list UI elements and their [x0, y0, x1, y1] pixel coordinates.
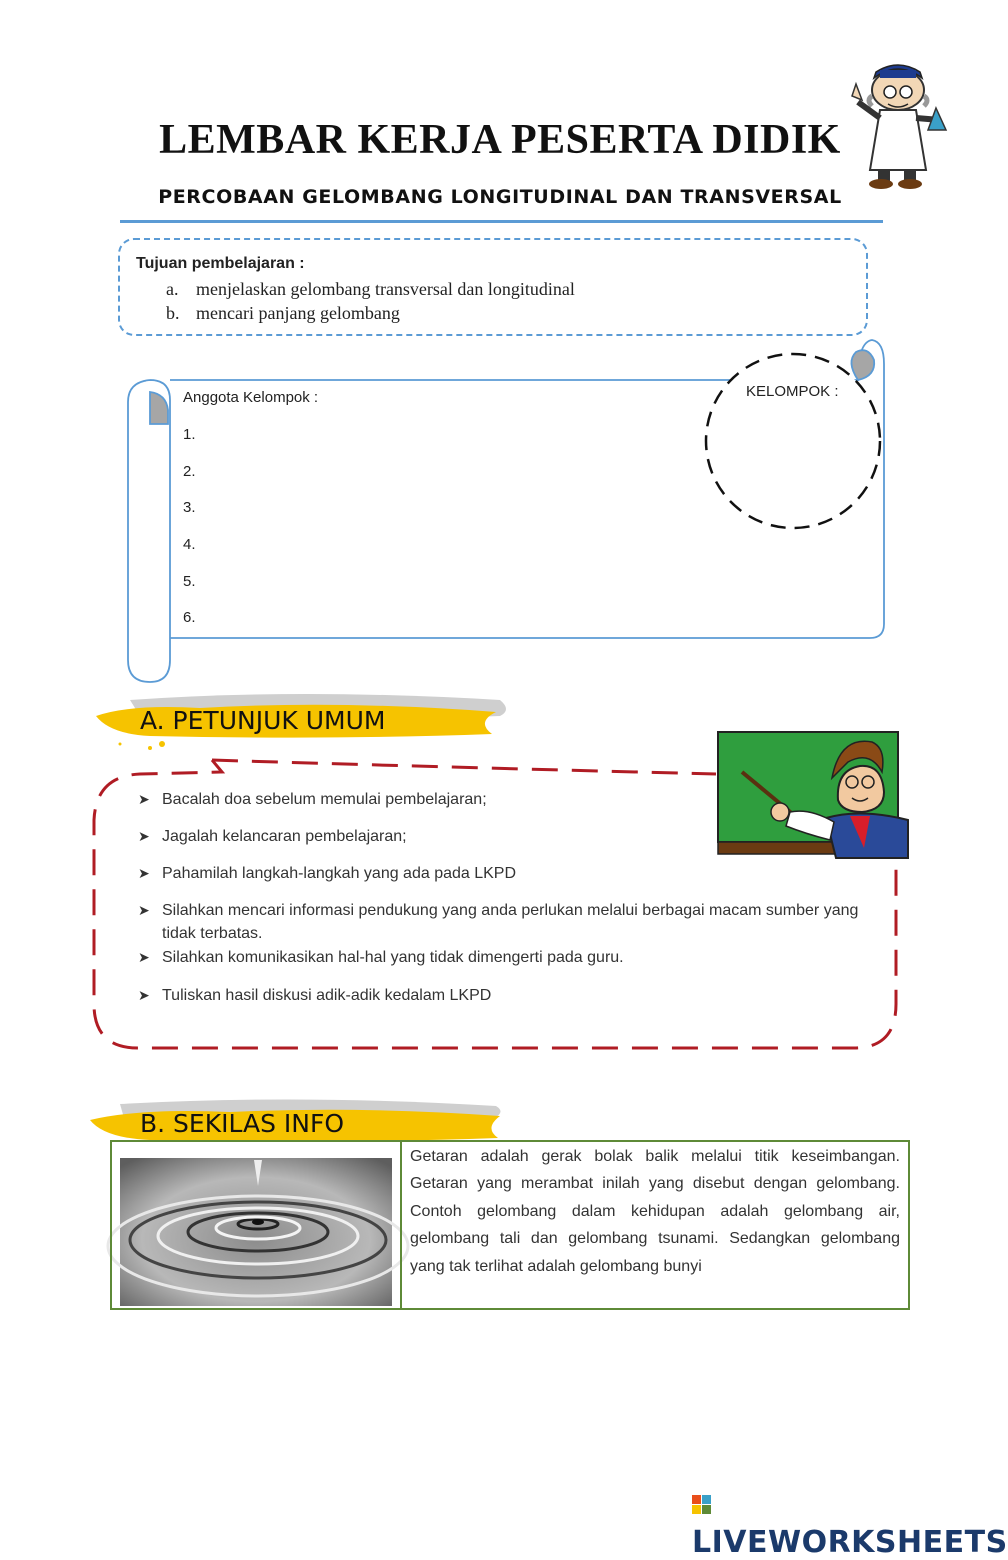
- liveworksheets-brand[interactable]: [692, 1490, 1008, 1560]
- instruction-item: [140, 788, 860, 811]
- objective-marker: a.: [166, 279, 179, 299]
- instruction-item: [140, 862, 860, 885]
- objective-text: mencari panjang gelombang: [196, 303, 400, 323]
- instruction-item: [140, 984, 860, 1007]
- arrow-bullet-icon: ➤: [138, 828, 150, 844]
- subtitle-underline: [120, 220, 883, 223]
- section-a-title: A. PETUNJUK UMUM: [140, 706, 386, 735]
- member-entry: 3.: [183, 499, 196, 516]
- section-b-title: B. SEKILAS INFO: [140, 1109, 345, 1138]
- brand-text: LIVEWORKSHEETS: [692, 1525, 1008, 1560]
- page-subtitle: PERCOBAAN GELOMBANG LONGITUDINAL DAN TRANSVERSAL: [158, 186, 842, 208]
- instruction-text: Bacalah doa sebelum memulai pembelajaran;: [162, 791, 487, 808]
- members-label: Anggota Kelompok :: [183, 389, 319, 406]
- arrow-bullet-icon: ➤: [138, 987, 150, 1003]
- member-entry: 4.: [183, 536, 196, 553]
- instruction-item: [140, 899, 860, 945]
- objective-item: [166, 303, 400, 324]
- instruction-text: Pahamilah langkah-langkah yang ada pada LKPD: [162, 865, 517, 882]
- arrow-bullet-icon: ➤: [138, 865, 150, 881]
- member-entry: 1.: [183, 426, 196, 443]
- info-paragraph: Getaran adalah gerak bolak balik melalui titik keseimbangan. Getaran yang merambat inilah yang disebut dengan gelombang. Contoh gelombang dalam kehidupan adalah gelombang air, gelombang tali dan gelombang tsunami. Sedangkan gelombang yang tak terlihat adalah gelombang bunyi: [410, 1148, 900, 1275]
- instruction-text: Silahkan mencari informasi pendukung yang anda perlukan melalui berbagai macam sumber yang tidak terbatas.: [162, 902, 859, 942]
- objectives-title: Tujuan pembelajaran :: [136, 255, 305, 272]
- arrow-bullet-icon: ➤: [138, 902, 150, 918]
- group-circle: [706, 354, 880, 528]
- page-title: LEMBAR KERJA PESERTA DIDIK: [159, 117, 841, 163]
- instruction-text: Tuliskan hasil diskusi adik-adik kedalam LKPD: [162, 987, 492, 1004]
- instruction-item: [140, 946, 860, 969]
- member-entry: 5.: [183, 573, 196, 590]
- arrow-bullet-icon: ➤: [138, 791, 150, 807]
- info-table-divider: [400, 1140, 402, 1310]
- group-label: KELOMPOK :: [746, 383, 839, 400]
- objective-text: menjelaskan gelombang transversal dan longitudinal: [196, 279, 575, 299]
- instruction-text: Jagalah kelancaran pembelajaran;: [162, 828, 407, 845]
- arrow-bullet-icon: ➤: [138, 949, 150, 965]
- instruction-item: [140, 825, 860, 848]
- instruction-text: Silahkan komunikasikan hal-hal yang tidak dimengerti pada guru.: [162, 949, 624, 966]
- objective-marker: b.: [166, 303, 180, 323]
- member-entry: 6.: [183, 609, 196, 626]
- objective-item: [166, 279, 575, 300]
- member-entry: 2.: [183, 463, 196, 480]
